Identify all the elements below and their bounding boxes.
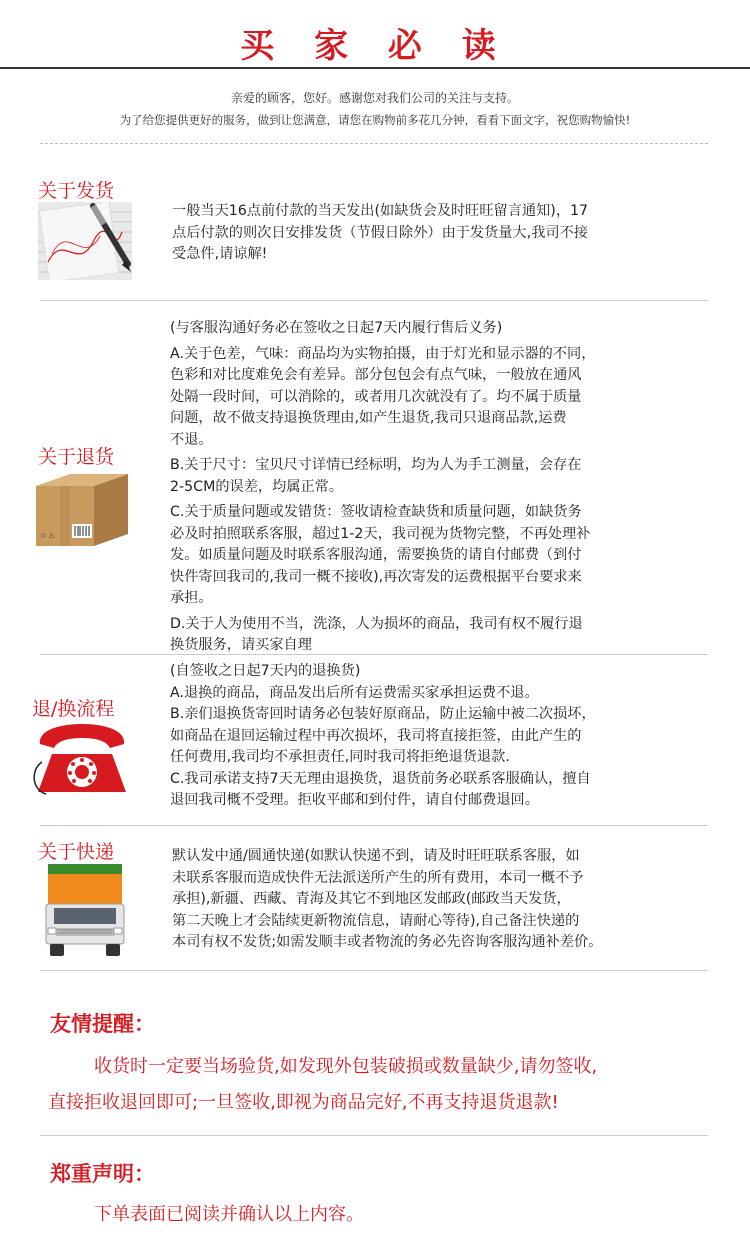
section-divider [40, 300, 708, 301]
svg-text:♲ ⚠: ♲ ⚠ [40, 532, 55, 540]
intro-greeting: 亲爱的顾客，您好。感谢您对我们公司的关注与支持。 [230, 91, 519, 105]
reminder-title: 友情提醒： [50, 1012, 155, 1036]
statement-title: 郑重声明： [50, 1162, 155, 1186]
page-title: 买 家 必 读 [240, 26, 510, 66]
section-divider [40, 1135, 708, 1136]
section-divider [40, 970, 708, 971]
cardboard-box-icon [32, 468, 132, 552]
intro-divider [40, 143, 708, 144]
returns-text: (与客服沟通好务必在签收之日起7天内履行售后义务) A.关于色差，气味：商品均为实物拍摄，由于灯光和显示器的不同， 色彩和对比度难免会有差异。部分包包会有点气味，一般放在通风 处隔一段时间，可以消除的，或者用几次就没有了。均不属于质量 问题，故不做支持退换货理由,如产生退货,我司只退商品款,运费 不退。 B.关于尺寸：宝贝尺寸详情已经标明，均为人为手工测量，会存在 2-5CM的误差，均属正常。 C.关于质量问题或发错货：签收请检查缺货和质量问题，如缺货务 必及时拍照联系客服，超过1-2天，我司视为货物完整，不再处理补 发。如质量问题及时联系客服沟通，需要换货的请自付邮费（到付 快件寄回我司的,我司一概不接收),再次寄发的运费根据平台要求来 承担。 D.关于人为使用不当，洗涤，人为损坏的商品，我司有权不履行退 换货服务，请买家自理 [170, 320, 596, 653]
section-divider [40, 654, 708, 655]
statement-text: 下单表面已阅读并确认以上内容。 [94, 1204, 364, 1225]
exchange-title: 退/换流程 [32, 698, 115, 720]
title-divider [0, 67, 750, 69]
intro-instruction: 为了给您提供更好的服务，做到让您满意，请您在购物前多花几分钟，看看下面文字，祝您购物愉快! [119, 113, 631, 127]
shipping-text: 一般当天16点前付款的当天发出(如缺货会及时旺旺留言通知)，17 点后付款的则次日安排发货（节假日除外）由于发货量大,我司不接 受急件,请谅解! [172, 203, 589, 262]
reminder-line-1: 收货时一定要当场验货,如发现外包装破损或数量缺少,请勿签收, [94, 1056, 598, 1077]
exchange-text: (自签收之日起7天内的退换货) A.退换的商品，商品发出后所有运费需买家承担运费不退。 B.亲们退换货寄回时请务必包装好原商品，防止运输中被二次损坏， 如商品在退回运输过程中再次损坏，我司将直接拒签，由此产生的 任何费用,我司均不承担责任,同时我司将拒绝退货退款. C.我司承诺支持7天无理由退换货，退货前务必联系客服确认，擅自 退回我司概不受理。拒收平邮和到付件，请自付邮费退回。 [170, 663, 596, 808]
returns-title: 关于退货 [38, 446, 115, 468]
delivery-truck-icon [42, 862, 128, 962]
shipping-title: 关于发货 [38, 180, 115, 202]
courier-title: 关于快递 [38, 841, 115, 863]
reminder-line-2: 直接拒收退回即可;一旦签收,即视为商品完好,不再支持退货退款! [48, 1092, 559, 1113]
telephone-icon [30, 722, 134, 802]
pen-document-icon [38, 202, 132, 284]
courier-text: 默认发中通/圆通快递(如默认快递不到，请及时旺旺联系客服，如 未联系客服而造成快件无法派送所产生的所有费用，本司一概不予 承担),新疆、西藏、青海及其它不到地区发邮政(邮政当天发货， 第二天晚上才会陆续更新物流信息，请耐心等待),自己备注快递的 本司有权不发货;如需发顺丰或者物流的务必先咨询客服沟通补差价。 [172, 848, 603, 950]
section-divider [40, 825, 708, 826]
